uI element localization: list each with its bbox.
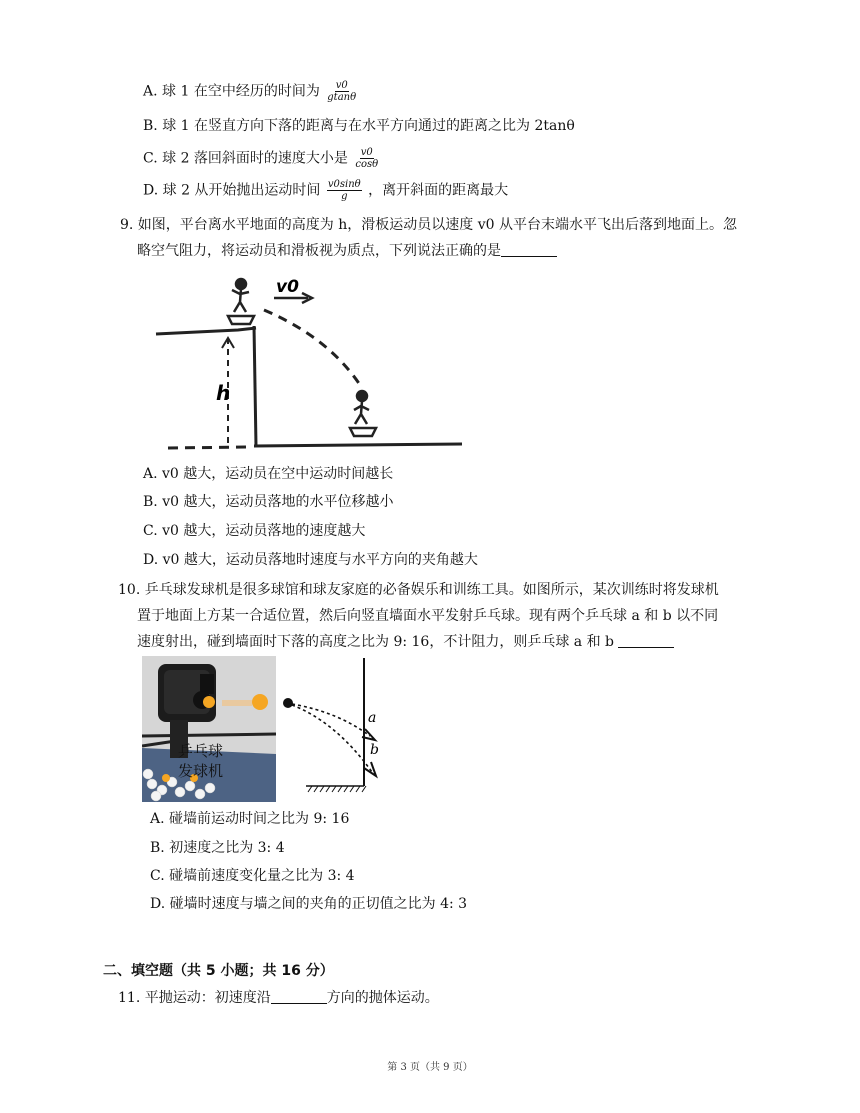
q10-stem-line1: 10. 乒乓球发球机是很多球馆和球友家庭的必备娱乐和训练工具。如图所示，某次训练时将发球机: [118, 582, 719, 598]
q8-option-a-fraction: $\frac{v0}{gtan\theta}$: [327, 80, 357, 103]
q11-stem-tail: 方向的抛体运动。: [326, 990, 439, 1006]
q9-figure-v0-label: v0: [276, 277, 299, 297]
q8-option-b: B. 球 1 在竖直方向下落的距离与在水平方向通过的距离之比为 2tanθ: [143, 118, 575, 134]
q10-option-a: A. 碰墙前运动时间之比为 9: 16: [150, 811, 350, 827]
q10-figure-a-label: a: [368, 710, 377, 726]
q10-option-d: D. 碰墙时速度与墙之间的夹角的正切值之比为 4: 3: [150, 896, 468, 912]
q10-stem-line2: 置于地面上方某一合适位置，然后向竖直墙面水平发射乒乓球。现有两个乒乓球 a 和 b 以不同: [137, 608, 719, 624]
q10-option-c: C. 碰墙前速度变化量之比为 3: 4: [150, 868, 355, 884]
q10-answer-blank: [618, 633, 674, 648]
q9-stem-line1: 9. 如图，平台离水平地面的高度为 h，滑板运动员以速度 v0 从平台末端水平飞出后落到地面上。忽: [120, 217, 737, 233]
q9-figure-skateboard-platform: [150, 268, 465, 453]
q9-figure-h-label: h: [216, 381, 231, 405]
q8-option-d-text: D. 球 2 从开始抛出运动时间: [143, 182, 321, 199]
q11-answer-blank: [271, 989, 327, 1004]
section-2-title: 二、填空题（共 5 小题；共 16 分）: [103, 963, 334, 979]
q10-stem-line3: [137, 632, 674, 652]
q10-photo-ball-machine: [142, 656, 276, 802]
q8-option-c-fraction: $\frac{v0}{\cos\theta}$: [355, 147, 379, 170]
q11-stem: [118, 988, 439, 1008]
q8-option-c-text: C. 球 2 落回斜面时的速度大小是: [143, 150, 348, 167]
q9-stem-line2: [137, 241, 557, 261]
q8-option-c: [143, 147, 381, 170]
q9-option-b: B. v0 越大，运动员落地的水平位移越小: [143, 494, 394, 510]
q10-figure-b-label: b: [370, 742, 379, 758]
q9-option-d: D. v0 越大，运动员落地时速度与水平方向的夹角越大: [143, 552, 478, 568]
q8-option-d-tail: ，离开斜面的距离最大: [368, 182, 509, 199]
q9-answer-blank: [501, 242, 557, 257]
q8-option-a-text: A. 球 1 在空中经历的时间为: [143, 83, 320, 100]
page-footer: 第 3 页（共 9 页）: [387, 1062, 473, 1073]
q10-photo-label-line2: 发球机: [178, 762, 224, 780]
q11-stem-text: 11. 平抛运动：初速度沿: [118, 990, 271, 1006]
q10-figure-wall-trajectories: [278, 656, 388, 796]
q8-option-d: [143, 179, 508, 202]
q9-stem-line2-text: 略空气阻力，将运动员和滑板视为质点，下列说法正确的是: [137, 243, 501, 259]
q10-photo-label-line1: 乒乓球: [178, 742, 224, 760]
q10-stem-line3-text: 速度射出，碰到墙面时下落的高度之比为 9: 16，不计阻力，则乒乓球 a 和 b: [137, 634, 614, 650]
q8-option-d-fraction: $\frac{v0\sin\theta}{g}$: [327, 179, 361, 202]
q10-option-b: B. 初速度之比为 3: 4: [150, 840, 285, 856]
q8-option-a: [143, 80, 359, 103]
q9-option-c: C. v0 越大，运动员落地的速度越大: [143, 523, 366, 539]
q9-option-a: A. v0 越大，运动员在空中运动时间越长: [143, 466, 394, 482]
